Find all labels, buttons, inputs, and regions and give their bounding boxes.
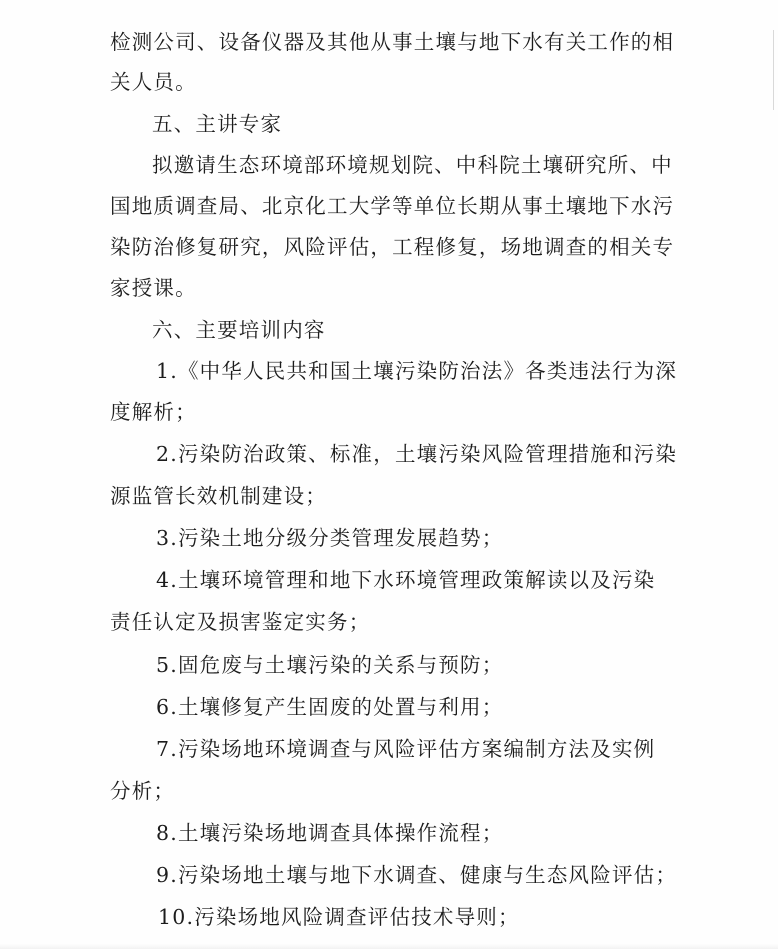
section-heading-training-content: 六、主要培训内容	[152, 318, 326, 342]
list-item: 5.固危废与土壤污染的关系与预防；	[156, 653, 504, 677]
page-edge-line	[773, 30, 774, 110]
section-heading-experts: 五、主讲专家	[152, 112, 283, 136]
list-item: 9.污染场地土壤与地下水调查、健康与生态风险评估；	[156, 863, 678, 887]
list-item: 10.污染场地风险调查评估技术导则；	[158, 905, 520, 929]
list-item-continuation: 度解析；	[110, 400, 197, 424]
list-item: 8.土壤污染场地调查具体操作流程；	[156, 821, 504, 845]
paragraph-line: 检测公司、设备仪器及其他从事土壤与地下水有关工作的相	[110, 30, 675, 54]
list-item: 7.污染场地环境调查与风险评估方案编制方法及实例	[156, 737, 656, 761]
list-item-continuation: 责任认定及损害鉴定实务；	[110, 610, 371, 634]
list-item: 2.污染防治政策、标准，土壤污染风险管理措施和污染	[156, 442, 678, 466]
list-item-continuation: 源监管长效机制建设；	[110, 484, 327, 508]
page-bottom-edge	[0, 943, 778, 949]
paragraph-line: 染防治修复研究，风险评估，工程修复，场地调查的相关专	[110, 235, 675, 259]
list-item-continuation: 分析；	[110, 779, 176, 803]
paragraph-line: 拟邀请生态环境部环境规划院、中科院土壤研究所、中	[152, 153, 673, 177]
list-item: 1.《中华人民共和国土壤污染防治法》各类违法行为深	[156, 359, 678, 383]
paragraph-line: 国地质调查局、北京化工大学等单位长期从事土壤地下水污	[110, 194, 675, 218]
paragraph-line: 家授课。	[110, 276, 197, 300]
list-item: 4.土壤环境管理和地下水环境管理政策解读以及污染	[156, 568, 656, 592]
list-item: 6.土壤修复产生固废的处置与利用；	[156, 695, 504, 719]
paragraph-line: 关人员。	[110, 70, 197, 94]
list-item: 3.污染土地分级分类管理发展趋势；	[156, 526, 504, 550]
